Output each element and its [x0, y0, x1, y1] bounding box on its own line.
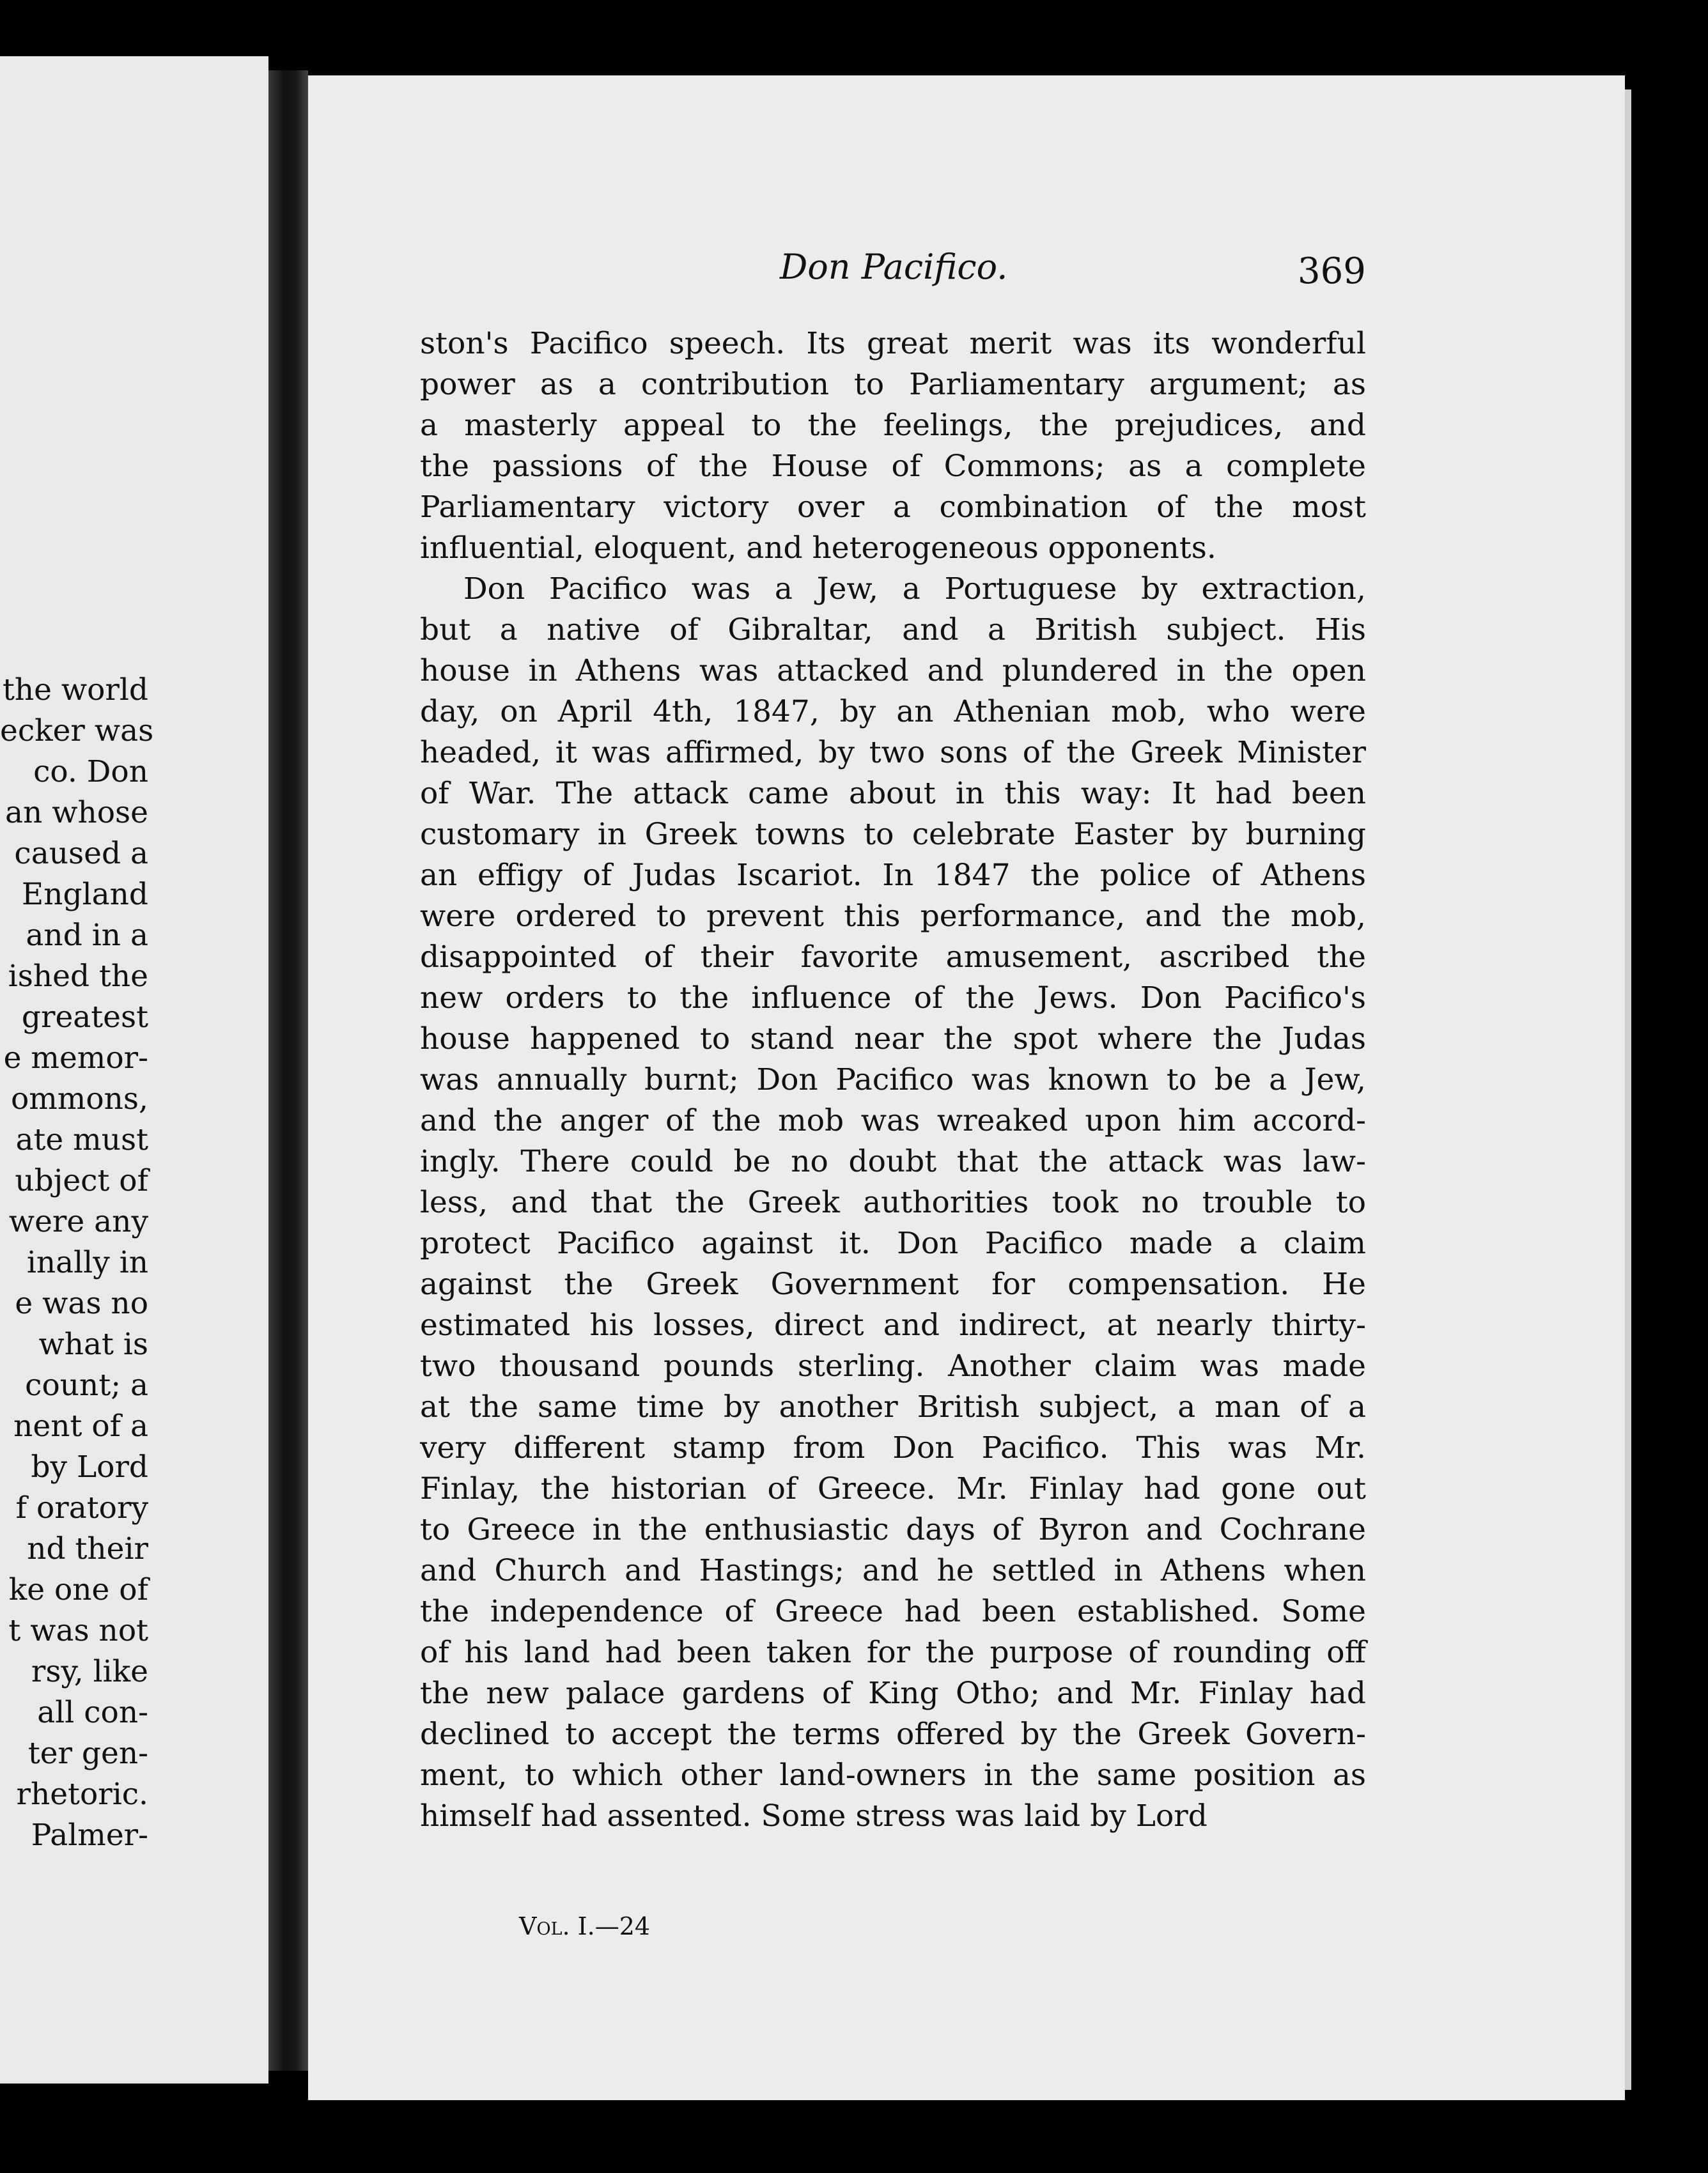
text-line: headed, it was affirmed, by two sons of the Greek Minister — [420, 735, 1366, 770]
text-line: very different stamp from Don Pacifico. This was Mr. — [420, 1430, 1366, 1465]
left-text-line: e memor- — [3, 1040, 148, 1076]
left-text-line: ecker was — [0, 713, 154, 748]
left-text-line: and in a — [26, 918, 148, 953]
left-text-line: all con- — [37, 1695, 148, 1730]
text-line: and the anger of the mob was wreaked upon him accord- — [420, 1103, 1366, 1138]
left-text-line: were any — [8, 1204, 148, 1239]
body-text — [420, 323, 1625, 1837]
left-text-line: count; a — [25, 1368, 148, 1403]
left-facing-page — [0, 56, 268, 2084]
left-text-line: England — [21, 877, 148, 912]
text-line: customary in Greek towns to celebrate Easter by burning — [420, 817, 1366, 852]
text-line: Parliamentary victory over a combination of the most — [420, 490, 1366, 525]
left-text-line: greatest — [21, 1000, 148, 1035]
text-line: himself had assented. Some stress was laid by Lord — [420, 1798, 1207, 1834]
left-text-line: ke one of — [8, 1572, 148, 1607]
left-text-line: rsy, like — [31, 1654, 148, 1689]
text-line: to Greece in the enthusiastic days of Byron and Cochrane — [420, 1512, 1366, 1547]
text-line: less, and that the Greek authorities took no trouble to — [420, 1185, 1366, 1220]
text-line: were ordered to prevent this performance, and the mob, — [420, 899, 1366, 934]
text-line: Don Pacifico was a Jew, a Portuguese by extraction, — [463, 571, 1366, 607]
left-text-line: e was no — [15, 1286, 148, 1321]
text-line: new orders to the influence of the Jews. Don Pacifico's — [420, 980, 1366, 1016]
left-text-line: ubject of — [15, 1163, 148, 1198]
text-line: an effigy of Judas Iscariot. In 1847 the police of Athens — [420, 858, 1366, 893]
text-line: house in Athens was attacked and plundered in the open — [420, 653, 1366, 688]
text-line: the new palace gardens of King Otho; and Mr. Finlay had — [420, 1676, 1366, 1711]
text-line: two thousand pounds sterling. Another claim was made — [420, 1349, 1366, 1384]
text-line: of his land had been taken for the purpose of rounding off — [420, 1635, 1366, 1670]
left-text-line: what is — [38, 1327, 148, 1362]
signature-mark: Vol. I.—24 — [519, 1912, 651, 1940]
left-text-line: rhetoric. — [16, 1777, 148, 1812]
left-text-line: ter gen- — [27, 1736, 148, 1771]
text-line: against the Greek Government for compensation. He — [420, 1267, 1366, 1302]
text-line: was annually burnt; Don Pacifico was known to be a Jew, — [420, 1062, 1366, 1097]
text-line: ston's Pacifico speech. Its great merit was its wonderful — [420, 326, 1366, 361]
left-text-line: ommons, — [10, 1081, 148, 1117]
text-line: influential, eloquent, and heterogeneous opponents. — [420, 530, 1216, 566]
text-line: power as a contribution to Parliamentary argument; as — [420, 367, 1366, 402]
left-text-line: t was not — [8, 1613, 148, 1648]
left-text-line: ate must — [15, 1122, 148, 1157]
left-text-line: nent of a — [13, 1409, 148, 1444]
text-line: declined to accept the terms offered by the Greek Govern- — [420, 1717, 1366, 1752]
text-line: day, on April 4th, 1847, by an Athenian mob, who were — [420, 694, 1366, 729]
left-text-line: inally in — [26, 1245, 148, 1280]
text-line: Finlay, the historian of Greece. Mr. Finlay had gone out — [420, 1471, 1366, 1506]
left-text-line: an whose — [5, 795, 148, 830]
text-line: a masterly appeal to the feelings, the prejudices, and — [420, 408, 1366, 443]
page-edge — [1625, 89, 1631, 2090]
text-line: and Church and Hastings; and he settled in Athens when — [420, 1553, 1366, 1588]
right-page — [308, 75, 1625, 2100]
running-head — [308, 247, 1625, 298]
page-number: 369 — [1298, 251, 1366, 292]
left-text-line: nd their — [27, 1531, 148, 1566]
left-text-line: ished the — [8, 959, 148, 994]
text-line: protect Pacifico against it. Don Pacifico made a claim — [420, 1226, 1366, 1261]
left-text-line: Palmer- — [31, 1818, 148, 1853]
left-text-line: the world — [2, 672, 148, 708]
text-line: of War. The attack came about in this way: It had been — [420, 776, 1366, 811]
text-line: but a native of Gibraltar, and a British subject. His — [420, 612, 1366, 647]
text-line: disappointed of their favorite amusement, ascribed the — [420, 940, 1366, 975]
text-line: at the same time by another British subject, a man of a — [420, 1389, 1366, 1425]
running-title: Don Pacifico. — [780, 247, 1008, 287]
text-line: the passions of the House of Commons; as a complete — [420, 449, 1366, 484]
left-page-text — [0, 670, 154, 1856]
text-line: estimated his losses, direct and indirect, at nearly thirty- — [420, 1308, 1366, 1343]
text-line: ingly. There could be no doubt that the attack was law- — [420, 1144, 1366, 1179]
text-line: ment, to which other land-owners in the same position as — [420, 1758, 1366, 1793]
book-gutter — [268, 70, 308, 2071]
left-text-line: by Lord — [31, 1450, 148, 1485]
left-text-line: co. Don — [33, 754, 148, 789]
text-line: the independence of Greece had been established. Some — [420, 1594, 1366, 1629]
text-line: house happened to stand near the spot where the Judas — [420, 1021, 1366, 1056]
left-text-line: f oratory — [15, 1490, 148, 1526]
left-text-line: caused a — [14, 836, 148, 871]
